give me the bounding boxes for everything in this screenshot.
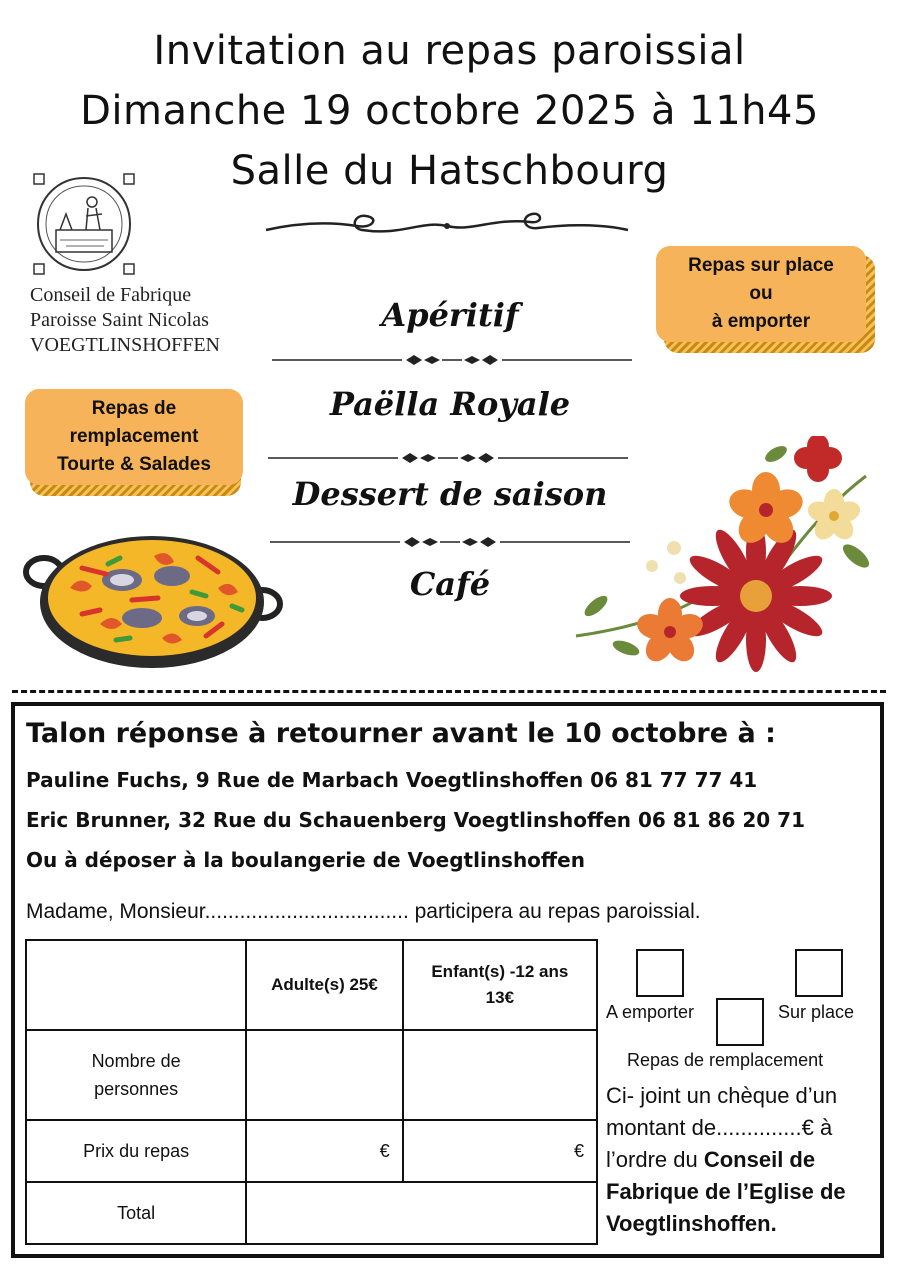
menu-divider: [272, 352, 632, 368]
badge-onsite-line: ou: [749, 283, 773, 304]
flowers-decoration-icon: [566, 436, 886, 676]
onsite-checkbox[interactable]: [795, 949, 843, 997]
badge-onsite-line: à emporter: [711, 311, 811, 332]
row-label-persons-line: Nombre de: [91, 1051, 181, 1071]
paella-pan-icon: [22, 528, 284, 674]
col-header-children: [403, 940, 597, 1030]
badge-onsite-takeaway: [656, 246, 866, 342]
replacement-checkbox[interactable]: [716, 998, 764, 1046]
contact-line: Ou à déposer à la boulangerie de Voegtlinshoffen: [26, 848, 585, 872]
col-header-children-line: 13€: [485, 988, 515, 1007]
meal-order-table: [25, 939, 598, 1245]
takeaway-label: A emporter: [606, 1002, 695, 1022]
children-count-cell[interactable]: [403, 1030, 597, 1120]
onsite-label: Sur place: [778, 1002, 855, 1022]
adults-count-cell[interactable]: [246, 1030, 403, 1120]
menu-item: Apéritif: [381, 296, 519, 334]
flourish-divider-top: [262, 208, 632, 240]
reply-form-heading: Talon réponse à retourner avant le 10 octobre à :: [26, 718, 776, 749]
organizer-town: VOEGTLINSHOFFEN: [30, 334, 220, 356]
contact-line: Pauline Fuchs, 9 Rue de Marbach Voegtlinshoffen 06 81 77 77 41: [26, 768, 758, 792]
row-label-persons: [26, 1030, 246, 1120]
menu-item: Café: [409, 565, 491, 603]
col-header-adults: Adulte(s) 25€: [246, 940, 403, 1030]
invitation-title: Invitation au repas paroissial: [153, 28, 746, 74]
badge-onsite-line: Repas sur place: [688, 255, 834, 276]
event-date: Dimanche 19 octobre 2025 à 11h45: [80, 88, 819, 134]
total-cell[interactable]: [246, 1182, 597, 1244]
cut-line: [12, 690, 886, 693]
badge-replacement-line: Repas de: [91, 398, 177, 419]
menu-item: Paëlla Royale: [329, 385, 571, 423]
event-venue: Salle du Hatschbourg: [230, 148, 669, 194]
church-seal-icon: [30, 170, 138, 278]
participation-line: Madame, Monsieur................................... participera au repas paroissial.: [26, 900, 701, 923]
cheque-instructions: [606, 1080, 881, 1240]
menu-item: Dessert de saison: [292, 475, 608, 513]
row-label-price: Prix du repas: [26, 1120, 246, 1182]
takeaway-checkbox[interactable]: [636, 949, 684, 997]
children-price-cell[interactable]: €: [403, 1120, 597, 1182]
badge-replacement-line: Tourte & Salades: [57, 454, 211, 475]
row-label-total: Total: [26, 1182, 246, 1244]
organizer-parish: Paroisse Saint Nicolas: [30, 309, 209, 331]
cheque-payee: Conseil de Fabrique de l’Eglise de Voegtlinshoffen.: [606, 1147, 846, 1236]
row-label-persons-line: personnes: [94, 1079, 179, 1099]
table-corner-cell: [26, 940, 246, 1030]
contact-line: Eric Brunner, 32 Rue du Schauenberg Voegtlinshoffen 06 81 86 20 71: [26, 808, 805, 832]
replacement-label: Repas de remplacement: [627, 1050, 824, 1070]
badge-replacement-meal: [25, 389, 243, 485]
organizer-name: Conseil de Fabrique: [30, 284, 192, 306]
col-header-children-line: Enfant(s) -12 ans: [431, 962, 569, 981]
cheque-text: Ci- joint un chèque d’un montant de..............€ à l’ordre du: [606, 1083, 838, 1172]
badge-replacement-line: remplacement: [69, 426, 199, 447]
adults-price-cell[interactable]: €: [246, 1120, 403, 1182]
